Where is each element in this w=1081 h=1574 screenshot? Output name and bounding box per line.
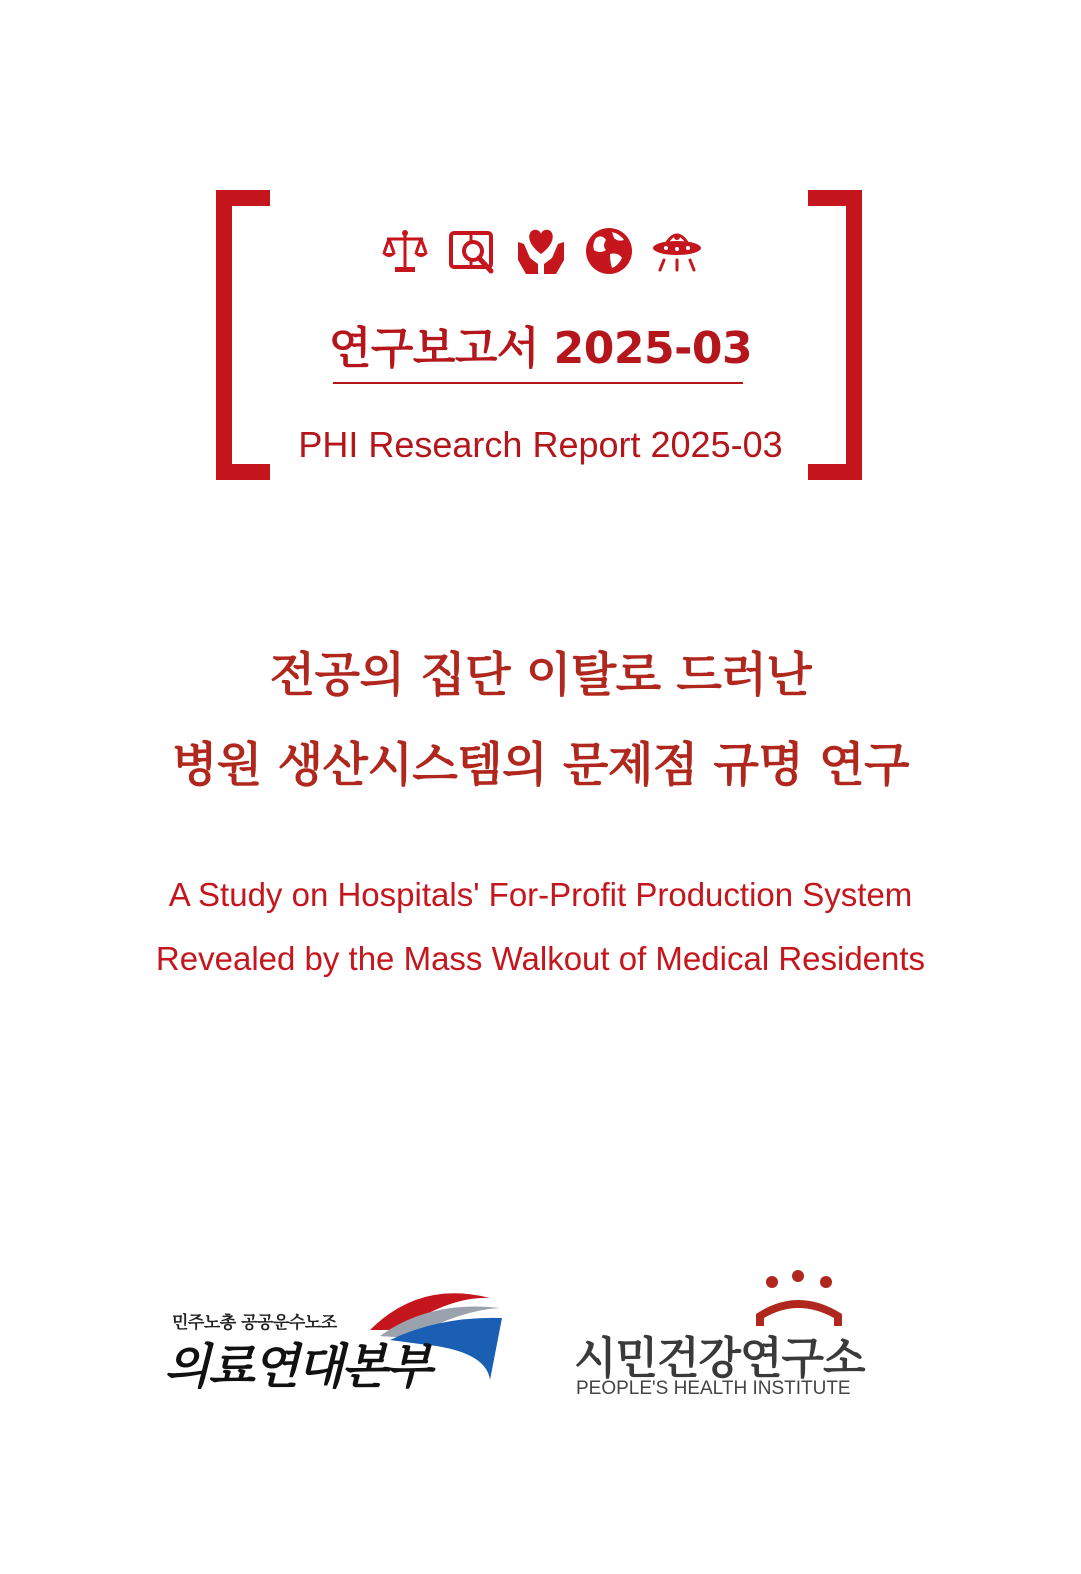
title-en-line1: A Study on Hospitals' For-Profit Production System xyxy=(168,876,913,913)
report-label-ko: 연구보고서 2025-03 xyxy=(328,323,753,374)
peoples-health-institute-logo xyxy=(560,1268,890,1408)
title-ko-line2: 병원 생산시스템의 문제점 규명 연구 xyxy=(172,738,909,793)
arch-dots-icon xyxy=(750,1268,860,1328)
ufo-icon xyxy=(648,222,706,280)
right-logo-name: 시민건강연구소 xyxy=(574,1333,865,1384)
scales-icon xyxy=(376,222,434,280)
globe-icon xyxy=(580,222,638,280)
header-icons xyxy=(0,222,1081,280)
heart-hands-icon xyxy=(512,222,570,280)
book-search-icon xyxy=(444,222,502,280)
kctu-medical-solidarity-logo xyxy=(160,1280,510,1400)
left-logo-big-text: 의료연대본부 xyxy=(164,1339,431,1395)
left-logo-small-text: 민주노총 공공운수노조 xyxy=(172,1313,337,1333)
title-en-line2: Revealed by the Mass Walkout of Medical Residents xyxy=(155,940,926,977)
title-ko-line1: 전공의 집단 이탈로 드러난 xyxy=(269,648,812,703)
report-divider xyxy=(333,382,743,384)
report-label-en: PHI Research Report 2025-03 xyxy=(298,424,783,465)
right-logo-subtitle: PEOPLE'S HEALTH INSTITUTE xyxy=(576,1378,851,1399)
